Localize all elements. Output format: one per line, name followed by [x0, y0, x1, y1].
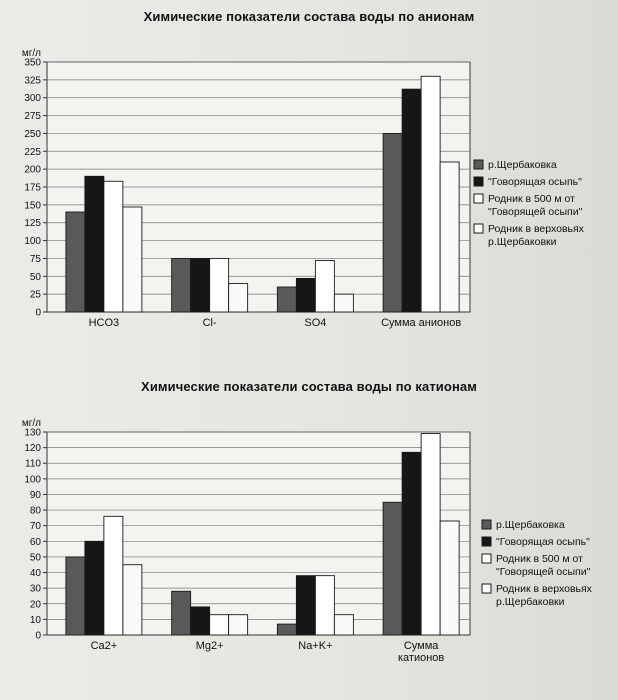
bar [277, 287, 296, 312]
legend-label: Родник в верховьях [488, 223, 584, 235]
legend-label: Родник в 500 м от [488, 193, 575, 205]
legend-swatch [482, 520, 491, 529]
bar [334, 294, 353, 312]
bar [191, 607, 210, 635]
cations-chart [0, 370, 618, 700]
y-tick-label: 100 [24, 474, 41, 486]
legend-label: р.Щербаковки [496, 596, 565, 608]
y-tick-label: 125 [24, 218, 41, 230]
bar [334, 615, 353, 635]
anions-chart-title: Химические показатели состава воды по анионам [143, 9, 475, 24]
y-tick-label: 325 [24, 75, 41, 87]
y-axis-label: мг/л [21, 48, 41, 59]
x-tick-label: Сумма [403, 640, 439, 652]
bar [402, 452, 421, 635]
legend-swatch [474, 224, 483, 233]
bar [421, 434, 440, 635]
x-tick-label: HCO3 [88, 317, 120, 329]
legend-label: "Говорящая осыпь" [496, 536, 590, 548]
bar [210, 258, 229, 312]
x-tick-label: Cl- [202, 317, 217, 329]
bar [123, 565, 142, 635]
bar [421, 76, 440, 312]
bar [85, 176, 104, 312]
bar [315, 576, 334, 635]
y-tick-label: 70 [29, 521, 41, 533]
bar [85, 541, 104, 635]
y-tick-label: 250 [24, 128, 41, 140]
x-tick-label: Ca2+ [90, 640, 118, 652]
x-tick-label: SO4 [304, 317, 327, 329]
bar [440, 521, 459, 635]
bar [66, 557, 85, 635]
bar [191, 258, 210, 312]
y-tick-label: 225 [24, 146, 41, 158]
bar [296, 278, 315, 312]
y-tick-label: 200 [24, 164, 41, 176]
y-tick-label: 30 [29, 583, 41, 595]
y-tick-label: 0 [35, 630, 41, 642]
y-tick-label: 90 [29, 489, 41, 501]
bar [402, 89, 421, 312]
bar [66, 212, 85, 312]
legend-swatch [482, 537, 491, 546]
cations-chart-svg [0, 370, 618, 700]
legend-swatch [474, 194, 483, 203]
legend-label: Родник в верховьях [496, 583, 592, 595]
bar [315, 261, 334, 312]
legend-swatch [482, 584, 491, 593]
y-axis-label: мг/л [21, 418, 41, 429]
bar [277, 624, 296, 635]
y-tick-label: 50 [29, 552, 41, 564]
y-tick-label: 75 [29, 253, 41, 265]
cations-chart-title: Химические показатели состава воды по катионам [141, 379, 477, 394]
x-tick-label: катионов [397, 652, 445, 664]
y-tick-label: 130 [24, 427, 41, 439]
bar [172, 591, 191, 635]
y-tick-label: 40 [29, 568, 41, 580]
y-tick-label: 100 [24, 236, 41, 248]
y-tick-label: 120 [24, 443, 41, 455]
legend-label: р.Щербаковки [488, 236, 557, 248]
legend-label: р.Щербаковка [488, 159, 557, 171]
y-tick-label: 110 [25, 458, 41, 470]
y-tick-label: 50 [29, 271, 41, 283]
bar [229, 283, 248, 312]
anions-chart-svg [0, 0, 618, 345]
y-tick-label: 175 [24, 182, 41, 194]
legend-label: "Говорящая осыпь" [488, 176, 582, 188]
y-tick-label: 25 [29, 289, 41, 301]
bar [440, 162, 459, 312]
bar [123, 207, 142, 312]
y-tick-label: 0 [35, 307, 41, 319]
bar [210, 615, 229, 635]
bar [172, 258, 191, 312]
legend-label: "Говорящей осыпи" [496, 566, 591, 578]
legend-swatch [474, 177, 483, 186]
legend-label: Родник в 500 м от [496, 553, 583, 565]
y-tick-label: 10 [29, 614, 41, 626]
x-tick-label: Na+K+ [298, 640, 333, 652]
bar [383, 502, 402, 635]
y-tick-label: 60 [29, 536, 41, 548]
bar [104, 181, 123, 312]
legend-swatch [482, 554, 491, 563]
legend-swatch [474, 160, 483, 169]
y-tick-label: 80 [29, 505, 41, 517]
bar [383, 133, 402, 312]
bar [296, 576, 315, 635]
legend-label: р.Щербаковка [496, 519, 565, 531]
y-tick-label: 350 [24, 57, 41, 69]
bar [229, 615, 248, 635]
bar [104, 516, 123, 635]
y-tick-label: 150 [24, 200, 41, 212]
x-tick-label: Mg2+ [195, 640, 224, 652]
legend-label: "Говорящей осыпи" [488, 206, 583, 218]
y-tick-label: 300 [24, 93, 41, 105]
y-tick-label: 20 [29, 599, 41, 611]
anions-chart [0, 0, 618, 345]
y-tick-label: 275 [24, 111, 41, 123]
x-tick-label: Сумма анионов [381, 317, 462, 329]
